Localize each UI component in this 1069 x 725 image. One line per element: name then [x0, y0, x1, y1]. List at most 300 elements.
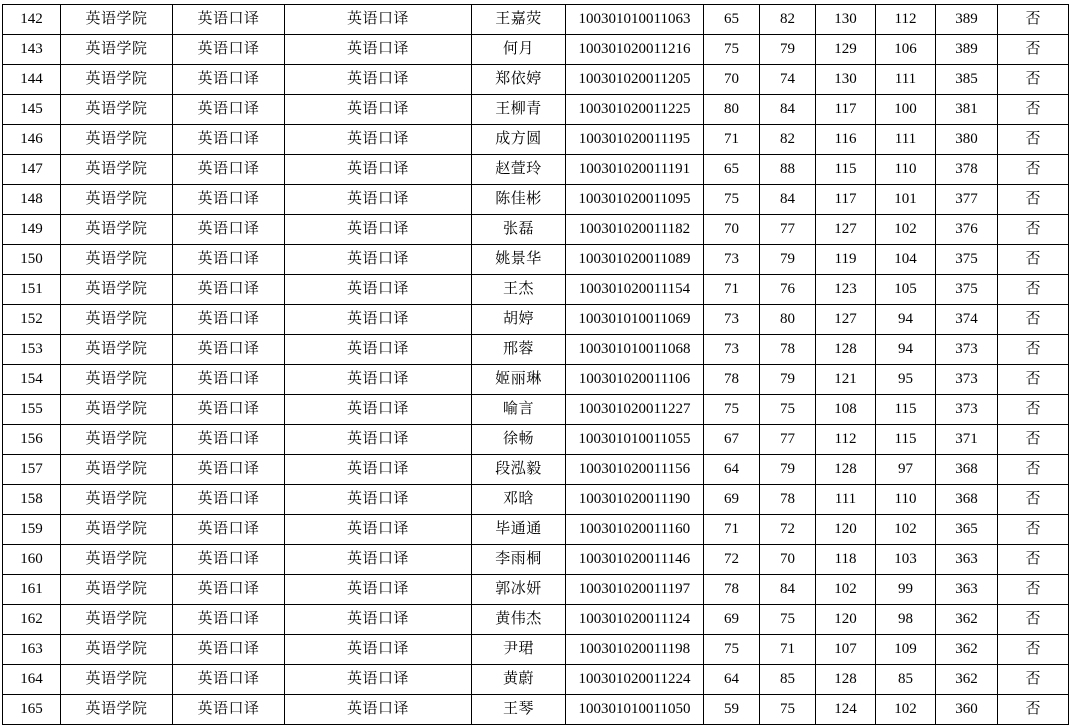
cell-score3: 121 [816, 365, 876, 395]
cell-flag: 否 [998, 125, 1069, 155]
cell-rank: 150 [3, 245, 61, 275]
cell-total: 371 [936, 425, 998, 455]
cell-total: 381 [936, 95, 998, 125]
cell-score2: 77 [760, 425, 816, 455]
cell-score1: 75 [704, 635, 760, 665]
cell-flag: 否 [998, 395, 1069, 425]
cell-college: 英语学院 [61, 665, 173, 695]
cell-score3: 128 [816, 665, 876, 695]
cell-rank: 152 [3, 305, 61, 335]
cell-score3: 111 [816, 485, 876, 515]
cell-flag: 否 [998, 665, 1069, 695]
cell-total: 362 [936, 605, 998, 635]
cell-flag: 否 [998, 215, 1069, 245]
cell-direction: 英语口译 [285, 335, 472, 365]
cell-college: 英语学院 [61, 365, 173, 395]
table-row [3, 665, 1069, 695]
cell-name: 李雨桐 [472, 545, 566, 575]
cell-flag: 否 [998, 575, 1069, 605]
cell-total: 368 [936, 455, 998, 485]
cell-score3: 107 [816, 635, 876, 665]
cell-college: 英语学院 [61, 605, 173, 635]
cell-major: 英语口译 [173, 125, 285, 155]
cell-total: 385 [936, 65, 998, 95]
cell-direction: 英语口译 [285, 185, 472, 215]
cell-direction: 英语口译 [285, 65, 472, 95]
cell-score1: 73 [704, 335, 760, 365]
table-row [3, 125, 1069, 155]
cell-exam-id: 100301020011106 [566, 365, 704, 395]
cell-total: 373 [936, 395, 998, 425]
cell-score2: 85 [760, 665, 816, 695]
cell-total: 362 [936, 665, 998, 695]
cell-exam-id: 100301020011182 [566, 215, 704, 245]
cell-total: 378 [936, 155, 998, 185]
table-row [3, 545, 1069, 575]
cell-rank: 160 [3, 545, 61, 575]
cell-rank: 165 [3, 695, 61, 725]
table-row [3, 365, 1069, 395]
cell-exam-id: 100301020011156 [566, 455, 704, 485]
cell-major: 英语口译 [173, 635, 285, 665]
cell-rank: 144 [3, 65, 61, 95]
cell-score4: 106 [876, 35, 936, 65]
cell-score1: 69 [704, 605, 760, 635]
cell-score1: 75 [704, 35, 760, 65]
cell-total: 360 [936, 695, 998, 725]
cell-total: 376 [936, 215, 998, 245]
cell-score2: 71 [760, 635, 816, 665]
cell-major: 英语口译 [173, 605, 285, 635]
cell-score1: 73 [704, 305, 760, 335]
cell-rank: 145 [3, 95, 61, 125]
cell-flag: 否 [998, 545, 1069, 575]
cell-score3: 120 [816, 605, 876, 635]
cell-direction: 英语口译 [285, 155, 472, 185]
cell-direction: 英语口译 [285, 95, 472, 125]
cell-college: 英语学院 [61, 95, 173, 125]
cell-score2: 78 [760, 485, 816, 515]
cell-score3: 130 [816, 5, 876, 35]
cell-major: 英语口译 [173, 485, 285, 515]
cell-score3: 112 [816, 425, 876, 455]
cell-flag: 否 [998, 95, 1069, 125]
cell-rank: 151 [3, 275, 61, 305]
admission-score-table [2, 4, 1069, 725]
cell-total: 380 [936, 125, 998, 155]
cell-direction: 英语口译 [285, 575, 472, 605]
cell-exam-id: 100301020011216 [566, 35, 704, 65]
cell-exam-id: 100301020011160 [566, 515, 704, 545]
cell-score2: 80 [760, 305, 816, 335]
table-row [3, 65, 1069, 95]
cell-total: 375 [936, 245, 998, 275]
cell-rank: 161 [3, 575, 61, 605]
cell-score1: 64 [704, 665, 760, 695]
table-row [3, 515, 1069, 545]
cell-score4: 115 [876, 395, 936, 425]
cell-name: 王杰 [472, 275, 566, 305]
cell-score1: 71 [704, 275, 760, 305]
cell-exam-id: 100301020011124 [566, 605, 704, 635]
cell-college: 英语学院 [61, 545, 173, 575]
cell-score4: 105 [876, 275, 936, 305]
cell-score3: 128 [816, 335, 876, 365]
cell-direction: 英语口译 [285, 5, 472, 35]
cell-name: 王嘉荧 [472, 5, 566, 35]
cell-college: 英语学院 [61, 635, 173, 665]
table-row [3, 395, 1069, 425]
cell-major: 英语口译 [173, 515, 285, 545]
cell-college: 英语学院 [61, 425, 173, 455]
cell-name: 尹珺 [472, 635, 566, 665]
cell-flag: 否 [998, 425, 1069, 455]
cell-flag: 否 [998, 35, 1069, 65]
cell-college: 英语学院 [61, 275, 173, 305]
cell-total: 374 [936, 305, 998, 335]
cell-major: 英语口译 [173, 95, 285, 125]
cell-major: 英语口译 [173, 365, 285, 395]
cell-college: 英语学院 [61, 5, 173, 35]
cell-exam-id: 100301020011205 [566, 65, 704, 95]
cell-name: 姬丽琳 [472, 365, 566, 395]
cell-major: 英语口译 [173, 395, 285, 425]
cell-score4: 109 [876, 635, 936, 665]
cell-name: 张磊 [472, 215, 566, 245]
cell-flag: 否 [998, 515, 1069, 545]
cell-score3: 102 [816, 575, 876, 605]
cell-exam-id: 100301010011050 [566, 695, 704, 725]
cell-direction: 英语口译 [285, 665, 472, 695]
cell-score2: 75 [760, 605, 816, 635]
cell-flag: 否 [998, 605, 1069, 635]
cell-rank: 164 [3, 665, 61, 695]
cell-rank: 146 [3, 125, 61, 155]
cell-direction: 英语口译 [285, 635, 472, 665]
cell-rank: 163 [3, 635, 61, 665]
cell-score3: 118 [816, 545, 876, 575]
cell-total: 389 [936, 35, 998, 65]
cell-college: 英语学院 [61, 125, 173, 155]
cell-total: 368 [936, 485, 998, 515]
cell-direction: 英语口译 [285, 365, 472, 395]
cell-score4: 94 [876, 305, 936, 335]
cell-score3: 128 [816, 455, 876, 485]
cell-score3: 130 [816, 65, 876, 95]
cell-flag: 否 [998, 455, 1069, 485]
cell-exam-id: 100301020011146 [566, 545, 704, 575]
cell-name: 姚景华 [472, 245, 566, 275]
cell-major: 英语口译 [173, 545, 285, 575]
cell-score3: 108 [816, 395, 876, 425]
cell-college: 英语学院 [61, 695, 173, 725]
cell-score1: 59 [704, 695, 760, 725]
cell-score4: 98 [876, 605, 936, 635]
cell-direction: 英语口译 [285, 425, 472, 455]
table-row [3, 335, 1069, 365]
cell-score4: 104 [876, 245, 936, 275]
cell-flag: 否 [998, 365, 1069, 395]
cell-exam-id: 100301020011197 [566, 575, 704, 605]
cell-score2: 74 [760, 65, 816, 95]
table-row [3, 485, 1069, 515]
cell-score2: 79 [760, 245, 816, 275]
cell-direction: 英语口译 [285, 545, 472, 575]
cell-score3: 119 [816, 245, 876, 275]
cell-flag: 否 [998, 305, 1069, 335]
cell-college: 英语学院 [61, 215, 173, 245]
cell-flag: 否 [998, 5, 1069, 35]
cell-score1: 67 [704, 425, 760, 455]
cell-major: 英语口译 [173, 665, 285, 695]
cell-name: 王琴 [472, 695, 566, 725]
cell-exam-id: 100301010011055 [566, 425, 704, 455]
cell-exam-id: 100301020011195 [566, 125, 704, 155]
cell-name: 王柳青 [472, 95, 566, 125]
cell-score4: 100 [876, 95, 936, 125]
cell-rank: 154 [3, 365, 61, 395]
cell-score2: 88 [760, 155, 816, 185]
cell-major: 英语口译 [173, 455, 285, 485]
cell-score4: 112 [876, 5, 936, 35]
cell-score2: 82 [760, 125, 816, 155]
table-row [3, 5, 1069, 35]
cell-score2: 78 [760, 335, 816, 365]
cell-exam-id: 100301020011227 [566, 395, 704, 425]
cell-score3: 117 [816, 185, 876, 215]
cell-college: 英语学院 [61, 335, 173, 365]
cell-exam-id: 100301010011063 [566, 5, 704, 35]
cell-name: 郭冰妍 [472, 575, 566, 605]
cell-score4: 99 [876, 575, 936, 605]
cell-score1: 75 [704, 185, 760, 215]
cell-major: 英语口译 [173, 65, 285, 95]
cell-total: 377 [936, 185, 998, 215]
cell-score2: 70 [760, 545, 816, 575]
cell-score1: 64 [704, 455, 760, 485]
cell-exam-id: 100301020011089 [566, 245, 704, 275]
cell-score2: 82 [760, 5, 816, 35]
cell-score2: 76 [760, 275, 816, 305]
cell-score4: 102 [876, 215, 936, 245]
cell-direction: 英语口译 [285, 515, 472, 545]
cell-score2: 79 [760, 455, 816, 485]
cell-exam-id: 100301020011224 [566, 665, 704, 695]
cell-score3: 124 [816, 695, 876, 725]
table-row [3, 575, 1069, 605]
cell-major: 英语口译 [173, 245, 285, 275]
cell-major: 英语口译 [173, 575, 285, 605]
cell-rank: 143 [3, 35, 61, 65]
cell-score1: 65 [704, 155, 760, 185]
cell-flag: 否 [998, 695, 1069, 725]
cell-name: 段泓毅 [472, 455, 566, 485]
cell-total: 363 [936, 575, 998, 605]
cell-score4: 111 [876, 125, 936, 155]
cell-score4: 97 [876, 455, 936, 485]
cell-major: 英语口译 [173, 5, 285, 35]
table-row [3, 635, 1069, 665]
cell-flag: 否 [998, 65, 1069, 95]
cell-direction: 英语口译 [285, 305, 472, 335]
table-row [3, 245, 1069, 275]
cell-score3: 129 [816, 35, 876, 65]
cell-college: 英语学院 [61, 185, 173, 215]
cell-rank: 149 [3, 215, 61, 245]
cell-score2: 77 [760, 215, 816, 245]
cell-college: 英语学院 [61, 575, 173, 605]
cell-total: 389 [936, 5, 998, 35]
cell-total: 373 [936, 335, 998, 365]
cell-major: 英语口译 [173, 35, 285, 65]
cell-score4: 110 [876, 155, 936, 185]
cell-exam-id: 100301010011068 [566, 335, 704, 365]
cell-rank: 162 [3, 605, 61, 635]
cell-college: 英语学院 [61, 515, 173, 545]
cell-direction: 英语口译 [285, 605, 472, 635]
cell-score3: 116 [816, 125, 876, 155]
cell-score1: 75 [704, 395, 760, 425]
cell-score1: 69 [704, 485, 760, 515]
cell-score1: 73 [704, 245, 760, 275]
cell-flag: 否 [998, 485, 1069, 515]
cell-major: 英语口译 [173, 425, 285, 455]
cell-score3: 120 [816, 515, 876, 545]
cell-flag: 否 [998, 335, 1069, 365]
cell-score1: 78 [704, 365, 760, 395]
cell-score2: 72 [760, 515, 816, 545]
table-row [3, 95, 1069, 125]
cell-college: 英语学院 [61, 455, 173, 485]
cell-total: 362 [936, 635, 998, 665]
cell-name: 喻言 [472, 395, 566, 425]
cell-name: 黄伟杰 [472, 605, 566, 635]
cell-name: 赵萱玲 [472, 155, 566, 185]
cell-flag: 否 [998, 635, 1069, 665]
cell-flag: 否 [998, 185, 1069, 215]
table-row [3, 695, 1069, 725]
cell-major: 英语口译 [173, 215, 285, 245]
cell-total: 373 [936, 365, 998, 395]
cell-score1: 70 [704, 215, 760, 245]
cell-score4: 95 [876, 365, 936, 395]
cell-score4: 103 [876, 545, 936, 575]
cell-college: 英语学院 [61, 485, 173, 515]
cell-name: 郑依婷 [472, 65, 566, 95]
cell-exam-id: 100301020011154 [566, 275, 704, 305]
table-body [3, 5, 1069, 725]
cell-rank: 156 [3, 425, 61, 455]
cell-score4: 101 [876, 185, 936, 215]
table-row [3, 605, 1069, 635]
cell-score4: 85 [876, 665, 936, 695]
cell-score2: 75 [760, 395, 816, 425]
cell-rank: 157 [3, 455, 61, 485]
cell-rank: 153 [3, 335, 61, 365]
cell-total: 375 [936, 275, 998, 305]
cell-direction: 英语口译 [285, 215, 472, 245]
cell-rank: 155 [3, 395, 61, 425]
cell-name: 陈佳彬 [472, 185, 566, 215]
cell-score4: 110 [876, 485, 936, 515]
cell-exam-id: 100301020011198 [566, 635, 704, 665]
cell-score1: 80 [704, 95, 760, 125]
cell-exam-id: 100301020011225 [566, 95, 704, 125]
cell-exam-id: 100301020011095 [566, 185, 704, 215]
cell-score3: 115 [816, 155, 876, 185]
cell-name: 邢蓉 [472, 335, 566, 365]
table-row [3, 35, 1069, 65]
cell-flag: 否 [998, 275, 1069, 305]
cell-direction: 英语口译 [285, 395, 472, 425]
cell-major: 英语口译 [173, 275, 285, 305]
cell-rank: 158 [3, 485, 61, 515]
cell-score4: 115 [876, 425, 936, 455]
cell-college: 英语学院 [61, 35, 173, 65]
cell-college: 英语学院 [61, 245, 173, 275]
cell-rank: 147 [3, 155, 61, 185]
cell-score2: 84 [760, 95, 816, 125]
cell-exam-id: 100301010011069 [566, 305, 704, 335]
cell-college: 英语学院 [61, 395, 173, 425]
cell-direction: 英语口译 [285, 485, 472, 515]
cell-direction: 英语口译 [285, 35, 472, 65]
cell-score1: 72 [704, 545, 760, 575]
cell-score3: 117 [816, 95, 876, 125]
cell-rank: 159 [3, 515, 61, 545]
cell-major: 英语口译 [173, 155, 285, 185]
cell-score2: 75 [760, 695, 816, 725]
cell-score1: 71 [704, 125, 760, 155]
cell-flag: 否 [998, 245, 1069, 275]
cell-score2: 79 [760, 35, 816, 65]
cell-score3: 127 [816, 305, 876, 335]
cell-score1: 70 [704, 65, 760, 95]
cell-score4: 102 [876, 695, 936, 725]
cell-college: 英语学院 [61, 305, 173, 335]
cell-total: 363 [936, 545, 998, 575]
cell-name: 何月 [472, 35, 566, 65]
cell-college: 英语学院 [61, 65, 173, 95]
cell-score1: 78 [704, 575, 760, 605]
cell-exam-id: 100301020011191 [566, 155, 704, 185]
cell-rank: 142 [3, 5, 61, 35]
cell-score2: 84 [760, 185, 816, 215]
cell-direction: 英语口译 [285, 245, 472, 275]
cell-major: 英语口译 [173, 695, 285, 725]
cell-name: 邓晗 [472, 485, 566, 515]
cell-major: 英语口译 [173, 335, 285, 365]
cell-major: 英语口译 [173, 305, 285, 335]
cell-direction: 英语口译 [285, 275, 472, 305]
cell-score2: 79 [760, 365, 816, 395]
table-row [3, 455, 1069, 485]
cell-score1: 65 [704, 5, 760, 35]
cell-score4: 102 [876, 515, 936, 545]
cell-name: 徐畅 [472, 425, 566, 455]
table-row [3, 275, 1069, 305]
cell-total: 365 [936, 515, 998, 545]
cell-score4: 111 [876, 65, 936, 95]
cell-college: 英语学院 [61, 155, 173, 185]
cell-flag: 否 [998, 155, 1069, 185]
cell-score1: 71 [704, 515, 760, 545]
cell-score3: 127 [816, 215, 876, 245]
cell-direction: 英语口译 [285, 695, 472, 725]
cell-name: 胡婷 [472, 305, 566, 335]
table-row [3, 185, 1069, 215]
table-row [3, 215, 1069, 245]
